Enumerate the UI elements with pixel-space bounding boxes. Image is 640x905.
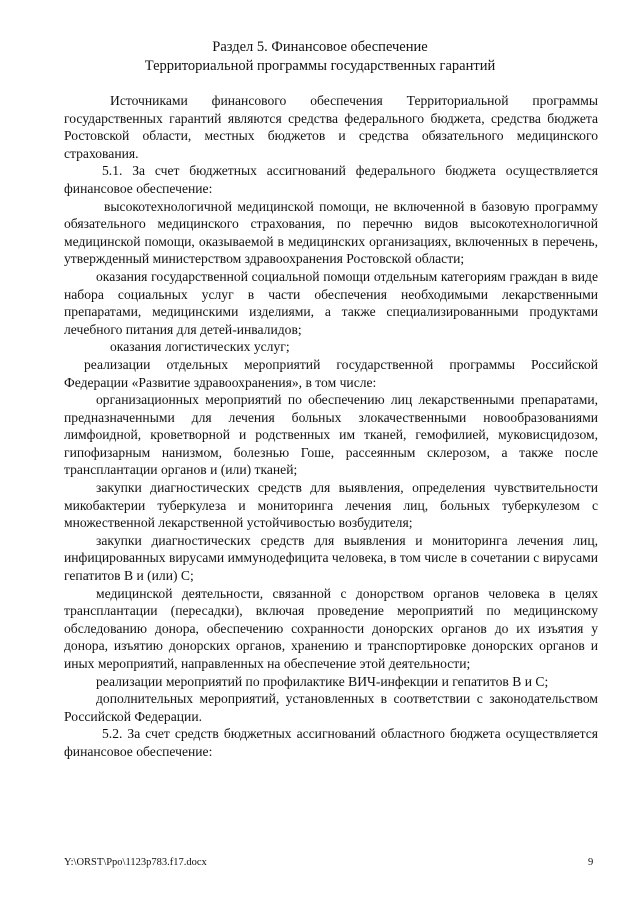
section-subtitle: Территориальной программы государственных гарантий (144, 58, 496, 74)
list-item-logistics: оказания логистических услуг; (110, 339, 290, 355)
list-item-hiv-prevention: реализации мероприятий по профилактике ВИЧ-инфекции и гепатитов B и C; (96, 673, 549, 689)
page-number: 9 (588, 857, 594, 868)
paragraph-sources: Источниками финансового обеспечения Территориальной программы государственных гарантий являются средства федерального бюджета, средства бюджета Ростовской области, местных бюджетов и средства обязательного медицинского страхования. (64, 93, 598, 161)
footer-file-path: Y:\ORST\Ppo\1123p783.f17.docx (64, 857, 207, 868)
section-title: Раздел 5. Финансовое обеспечение (212, 39, 428, 55)
paragraph-5-1: 5.1. За счет бюджетных ассигнований федерального бюджета осуществляется финансовое обеспечение: (64, 163, 598, 196)
document-body (64, 92, 598, 761)
list-item-state-program: реализации отдельных мероприятий государственной программы Российской Федерации «Развитие здравоохранения», в том числе: (64, 356, 598, 390)
list-item-hiv-diagnostics: закупки диагностических средств для выявления и мониторинга лечения лиц, инфицированных вирусами иммунодефицита человека, в том числе в сочетании с вирусами гепатитов B и (или) C; (64, 532, 598, 584)
list-item-social-aid: оказания государственной социальной помощи отдельным категориям граждан в виде набора социальных услуг в части обеспечения необходимыми лекарственными препаратами, медицинскими изделиями, а также специализированными продуктами лечебного питания для детей-инвалидов; (64, 268, 598, 337)
list-item-organ-donation: медицинской деятельности, связанной с донорством органов человека в целях трансплантации (пересадки), включая проведение мероприятий по медицинскому обследованию донора, обеспечению сохранности донорских органов до их изъятия у донора, изъятию донорских органов, хранению и транспортировке донорских органов и иных мероприятий, направленных на обеспечение этой деятельности; (64, 585, 598, 671)
list-item-organizational: организационных мероприятий по обеспечению лиц лекарственными препаратами, предназначенными для лечения больных злокачественными новообразованиями лимфоидной, кроветворной и родственных им тканей, гемофилией, муковисцидозом, гипофизарным нанизмом, болезнью Гоше, рассеянным склерозом, а также после трансплантации органов и (или) тканей; (64, 392, 598, 478)
list-item-tb-diagnostics: закупки диагностических средств для выявления, определения чувствительности микобактерии туберкулеза и мониторинга лечения лиц, больных туберкулезом с множественной лекарственной устойчивостью возбудителя; (64, 480, 598, 531)
list-item-hightech-care: высокотехнологичной медицинской помощи, не включенной в базовую программу обязательного медицинского страхования, по перечню видов высокотехнологичной медицинской помощи, оказываемой в медицинских организациях, включенных в перечень, утвержденный министерством здравоохранения Ростовской области; (64, 198, 598, 267)
paragraph-5-2: 5.2. За счет средств бюджетных ассигнований областного бюджета осуществляется финансовое обеспечение: (64, 726, 598, 759)
list-item-additional: дополнительных мероприятий, установленных в соответствии с законодательством Российской Федерации. (64, 691, 598, 724)
